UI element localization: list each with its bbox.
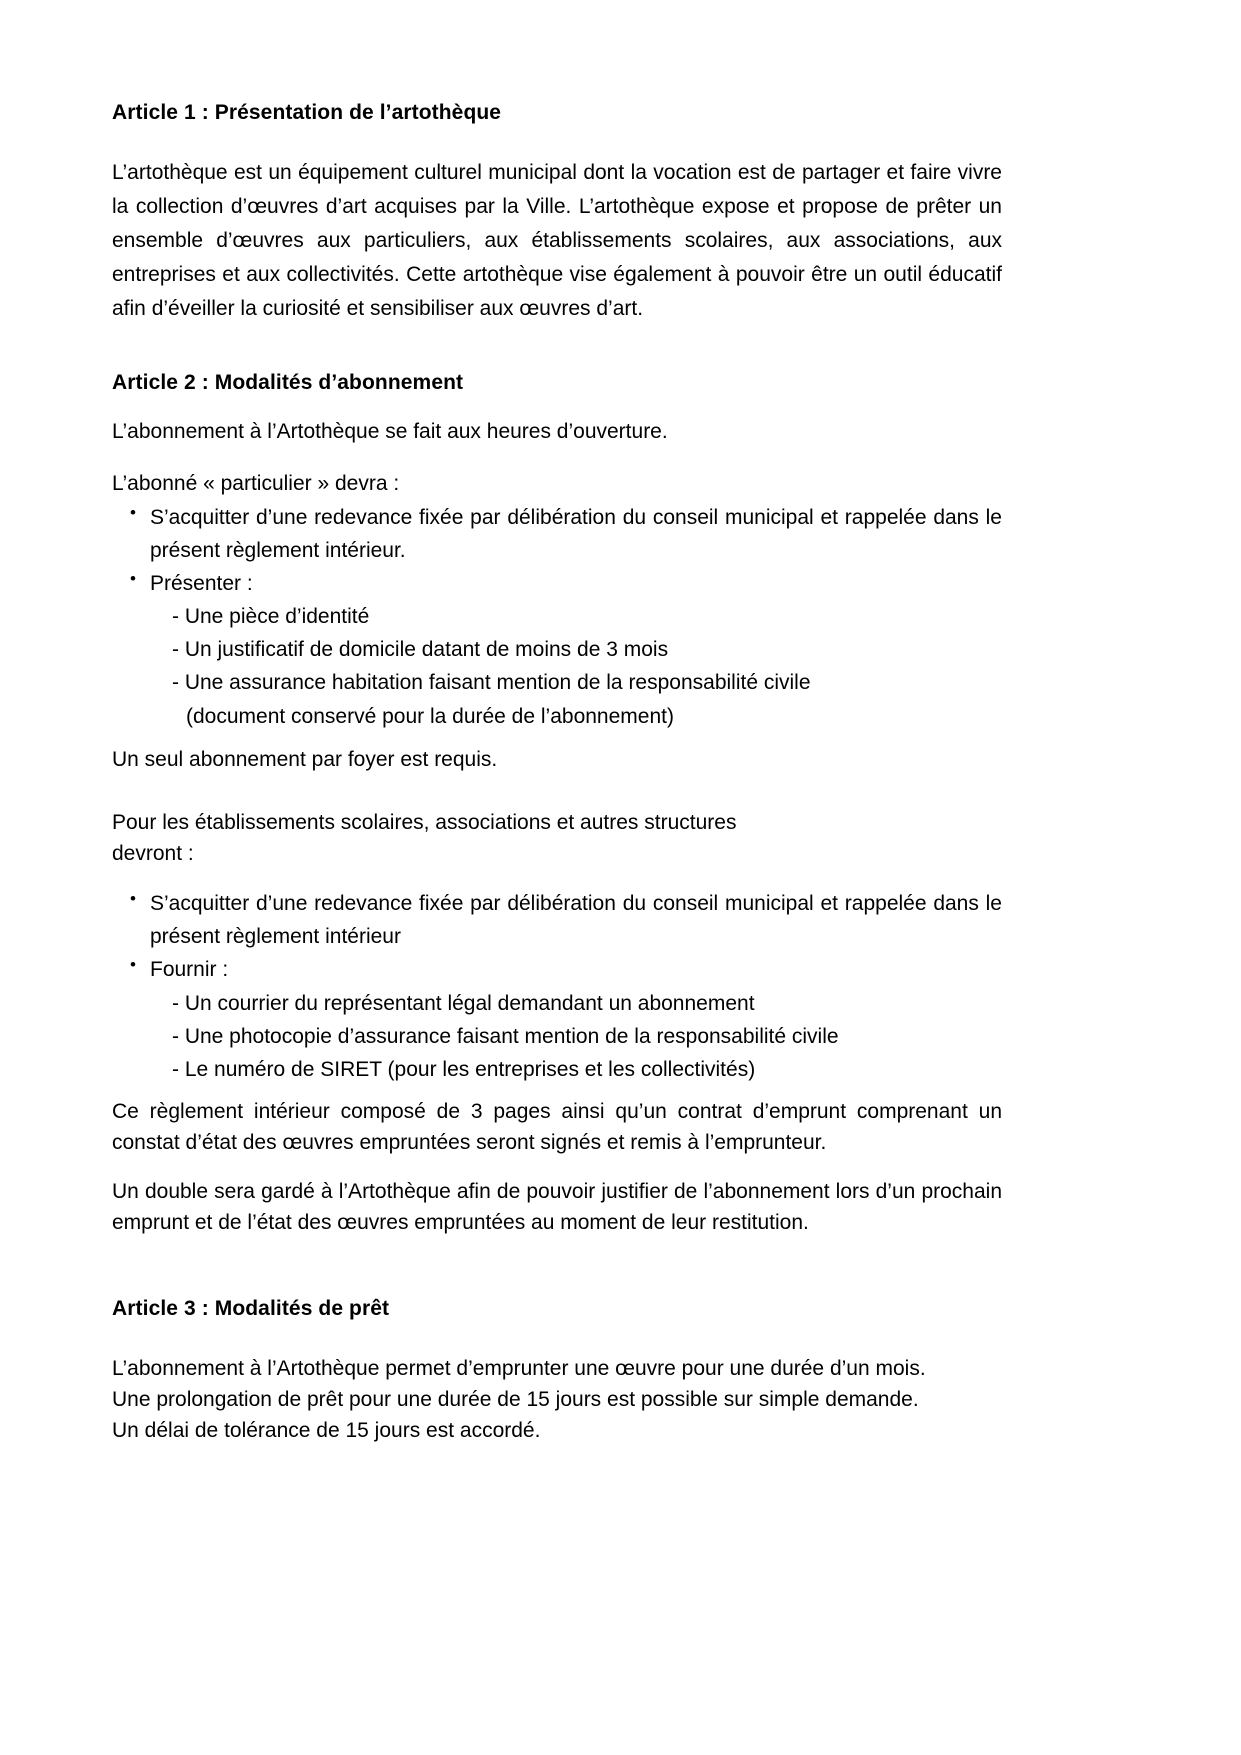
list-item: • Présenter :: [112, 567, 1002, 600]
spacer: [112, 449, 1002, 467]
list-item: • Fournir :: [112, 953, 1002, 986]
article-3-paragraph-line-2: Une prolongation de prêt pour une durée de 15 jours est possible sur simple demande.: [112, 1387, 919, 1411]
institutions-sub-item: - Une photocopie d’assurance faisant mention de la responsabilité civile: [172, 1024, 839, 1048]
article-1-paragraph: L’artothèque est un équipement culturel municipal dont la vocation est de partager et faire vivre la collection d’œuvres d’art acquises par la Ville. L’artothèque expose et propose de prêter un ensemble d’œuvres aux particuliers, aux établissements scolaires, aux associations, aux entreprises et aux collectivités. Cette artothèque vise également à pouvoir être un outil éducatif afin d’éveiller la curiosité et sensibiliser aux œuvres d’art.: [112, 161, 1002, 321]
spacer: [112, 1238, 1002, 1296]
spacer: [112, 733, 1002, 743]
article-3-paragraph-line-1: L’abonnement à l’Artothèque permet d’emprunter une œuvre pour une durée d’un mois.: [112, 1356, 926, 1380]
spacer: [112, 126, 1002, 156]
spacer: [112, 1323, 1002, 1353]
institutions-sub-item: - Un courrier du représentant légal demandant un abonnement: [172, 991, 755, 1015]
article-2-intro: L’abonnement à l’Artothèque se fait aux heures d’ouverture.: [112, 419, 668, 443]
individual-sub-item-continuation: (document conservé pour la durée de l’abonnement): [186, 704, 674, 728]
institutions-requirements-list: [112, 887, 1002, 987]
article-3-paragraph-line-3: Un délai de tolérance de 15 jours est accordé.: [112, 1418, 541, 1442]
institutions-sub-item: - Le numéro de SIRET (pour les entreprises et les collectivités): [172, 1057, 756, 1081]
spacer: [112, 869, 1002, 887]
spacer: [112, 1158, 1002, 1176]
article-2-heading: Article 2 : Modalités d’abonnement: [112, 371, 464, 395]
list-item: • S’acquitter d’une redevance fixée par délibération du conseil municipal et rappelée dans le présent règlement intérieur.: [112, 501, 1002, 567]
individual-sub-item: - Une assurance habitation faisant mention de la responsabilité civile: [172, 671, 811, 695]
spacer: [112, 326, 1002, 370]
individual-sub-item: - Une pièce d’identité: [172, 605, 370, 629]
document-body: [112, 100, 1002, 1446]
institutions-lead-line-1: Pour les établissements scolaires, associations et autres structures: [112, 810, 737, 834]
single-subscription-note: Un seul abonnement par foyer est requis.: [112, 747, 498, 771]
article-2-closing-paragraph-1: Ce règlement intérieur composé de 3 pages ainsi qu’un contrat d’emprunt comprenant un constat d’état des œuvres empruntées seront signés et remis à l’emprunteur.: [112, 1100, 1002, 1155]
spacer: [112, 1086, 1002, 1096]
spacer: [112, 397, 1002, 415]
article-1-heading: Article 1 : Présentation de l’artothèque: [112, 101, 502, 124]
article-2-closing-paragraph-2: Un double sera gardé à l’Artothèque afin de pouvoir justifier de l’abonnement lors d’un prochain emprunt et de l’état des œuvres empruntées au moment de leur restitution.: [112, 1180, 1002, 1235]
individual-requirements-list: [112, 501, 1002, 601]
individual-subscriber-lead: L’abonné « particulier » devra :: [112, 471, 400, 495]
individual-sub-item: - Un justificatif de domicile datant de moins de 3 mois: [172, 638, 669, 662]
article-3-heading: Article 3 : Modalités de prêt: [112, 1297, 390, 1321]
list-item: • S’acquitter d’une redevance fixée par délibération du conseil municipal et rappelée dans le présent règlement intérieur: [112, 887, 1002, 953]
institutions-lead-line-2: devront :: [112, 841, 194, 865]
spacer: [112, 777, 1002, 807]
